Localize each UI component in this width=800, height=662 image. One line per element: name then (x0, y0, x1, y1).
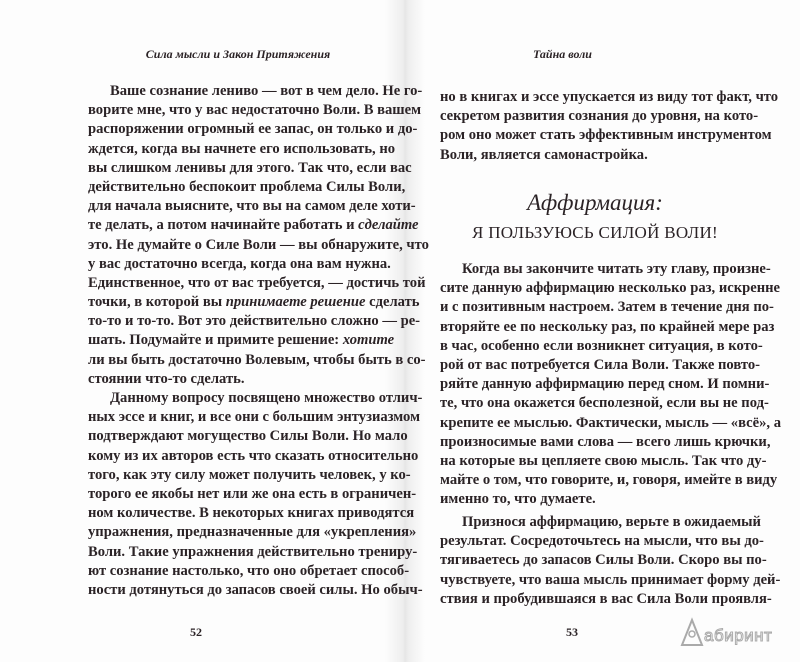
text-run: ли вы быть достаточно Волевым, чтобы быть в со- (88, 351, 426, 368)
text-line (440, 126, 772, 145)
text-line (440, 88, 779, 107)
text-run: кому из их авторов есть что сказать относительно (88, 447, 419, 464)
text-run: ворите мне, что у вас недостаточно Воли. В вашем (88, 102, 422, 119)
text-run: секретом развития сознания до уровня, на кото- (440, 108, 759, 125)
text-line (88, 236, 429, 255)
text-run: те делать, а потом начинайте работать и (88, 217, 359, 234)
text-line (440, 260, 771, 279)
text-line (440, 551, 767, 570)
text-run: вы слишком ленивы для этого. Так что, если вас (88, 159, 412, 176)
text-run: те, что она окажется бесполезной, если вы не под- (440, 395, 769, 412)
text-line (440, 414, 781, 433)
text-run: ности дотянуться до запасов своей силы. Но обыч- (88, 581, 423, 598)
text-run: сделать (365, 294, 420, 311)
text-run: шать. Подумайте и примите решение: (88, 332, 343, 349)
watermark-text: абиринт (704, 626, 773, 645)
text-run: Данному вопросу посвящено множество отлич- (110, 390, 423, 406)
right-running-head: Тайна воли (533, 47, 592, 61)
text-line (88, 447, 419, 466)
text-run: у вас достаточно всегда, когда она вам нужна. (88, 255, 391, 272)
text-run: тягиваетесь до запасов Силы Воли. Скоро вы по- (440, 552, 767, 569)
text-line (88, 178, 406, 197)
labirint-watermark-logo (680, 618, 772, 646)
text-line (88, 331, 395, 350)
text-run: ждется, когда вы начнете его использовать, но (88, 140, 396, 157)
text-line (440, 337, 763, 356)
text-line (88, 255, 391, 274)
text-line (88, 427, 408, 446)
text-line (440, 318, 775, 337)
text-run: упражнения, предназначенные для «укрепления» (88, 524, 417, 541)
text-line (440, 107, 759, 126)
left-page-number: 52 (190, 625, 202, 639)
text-line (88, 485, 417, 504)
text-run: для начала выясните, что вы на самом деле хоти- (88, 198, 416, 215)
text-run: ряйте данную аффирмацию перед сном. И помни- (440, 376, 770, 393)
text-run: Когда вы закончите читать эту главу, произне- (462, 261, 771, 277)
text-run: вторяйте ее по нескольку раз, по крайней мере раз (440, 318, 775, 335)
text-line (440, 433, 771, 452)
text-line (440, 279, 781, 298)
affirmation-heading: Аффирмация: (527, 190, 663, 215)
text-run: Воли. Такие упражнения действительно трениру- (88, 543, 418, 560)
text-run: подтверждают могущество Силы Воли. Но мало (88, 428, 408, 445)
text-run: Признося аффирмацию, верьте в ожидаемый (462, 514, 761, 530)
labirint-figure-icon (680, 618, 704, 646)
text-run: того, как эту силу может получить человек, у ко- (88, 466, 411, 483)
text-run: именно то, что думаете. (440, 491, 596, 508)
text-line (440, 490, 746, 509)
text-line (88, 101, 422, 120)
text-line (88, 216, 419, 235)
text-line (88, 408, 421, 427)
text-line (88, 274, 426, 293)
text-line (440, 394, 769, 413)
text-line (88, 197, 416, 216)
text-run: сите данную аффирмацию несколько раз, искренне (440, 280, 781, 297)
text-line (440, 146, 746, 165)
text-run: то-то и то-то. Вот это действительно сложно — ре- (88, 313, 421, 330)
text-run: Воли, является самонастройка. (440, 146, 648, 163)
italic-text: принимаете решение (225, 294, 366, 311)
text-line (88, 293, 420, 312)
italic-text: хотите (342, 332, 395, 349)
text-line (88, 562, 410, 581)
text-run: рой от вас потребуется Сила Воли. Также повто- (440, 356, 760, 373)
text-run: но в книгах и эссе упускается из виду тот факт, что (440, 89, 779, 105)
text-run: это. Не думайте о Силе Воли — вы обнаружите, что (88, 236, 429, 253)
text-line (88, 159, 412, 178)
text-run: и с позитивным настроем. Затем в течение дня по- (440, 299, 774, 316)
text-line (88, 581, 423, 600)
text-line (440, 452, 767, 471)
text-line (440, 513, 761, 532)
text-line (88, 370, 386, 389)
italic-text: сделайте (358, 217, 419, 234)
text-run: результат. Сосредоточьтесь на мысли, что вы до- (440, 533, 764, 550)
text-run: чувствуете, что ваша мысль принимает форму дей- (440, 571, 781, 588)
text-line (88, 120, 418, 139)
text-line (88, 543, 418, 562)
text-line (440, 532, 764, 551)
text-run: действительно беспокоит проблема Силы Воли, (88, 178, 406, 195)
text-line (88, 389, 423, 408)
text-run: Ваше сознание лениво — вот в чем дело. Не го- (110, 83, 423, 99)
text-line (88, 466, 411, 485)
text-line (88, 82, 423, 101)
text-run: стоянии что-то сделать. (88, 370, 245, 387)
text-run: крепите ее мыслью. Фактически, мысль — «всё», а (440, 414, 781, 431)
text-line (88, 351, 426, 370)
text-line (88, 504, 415, 523)
text-run: ном количестве. В некоторых книгах приводятся (88, 505, 415, 522)
text-line (440, 298, 774, 317)
text-run: ствия и пробудившаяся в вас Сила Воли проявля- (440, 590, 772, 607)
text-run: на которые вы цепляете свою мысль. Так что ду- (440, 452, 767, 469)
text-line (440, 375, 770, 394)
text-line (440, 356, 760, 375)
text-line (440, 571, 781, 590)
right-page-paragraph-1 (440, 88, 779, 165)
text-run: произносимые вами слова — всего лишь крючки, (440, 433, 771, 450)
text-run: ют сознание настолько, что оно обретает способ- (88, 562, 410, 579)
right-page-paragraph-2 (440, 260, 781, 509)
text-line (440, 471, 778, 490)
text-run: ных эссе и книг, и все они с большим энтузиазмом (88, 409, 421, 426)
text-run: Единственное, что от вас требуется, — достичь той (88, 274, 426, 291)
text-line (440, 590, 772, 609)
left-page-body (88, 82, 429, 600)
text-run: в час, особенно если возникнет ситуация, в кото- (440, 337, 763, 354)
right-page-number: 53 (566, 625, 578, 639)
text-line (88, 523, 417, 542)
text-run: майте о том, что говорите, и, говоря, имейте в виду (440, 472, 778, 489)
right-page-paragraph-3 (440, 513, 781, 609)
text-run: точки, в которой вы (88, 294, 226, 311)
left-running-head: Сила мысли и Закон Притяжения (145, 47, 331, 61)
affirmation-subheading: Я ПОЛЬЗУЮСЬ СИЛОЙ ВОЛИ! (472, 223, 718, 242)
text-run: торого ее якобы нет или же она есть в ограничен- (88, 485, 417, 502)
text-line (88, 140, 396, 159)
text-run: распоряжении огромный ее запас, он только и до- (88, 121, 418, 138)
text-run: ром оно может стать эффективным инструментом (440, 127, 772, 144)
text-line (88, 312, 421, 331)
